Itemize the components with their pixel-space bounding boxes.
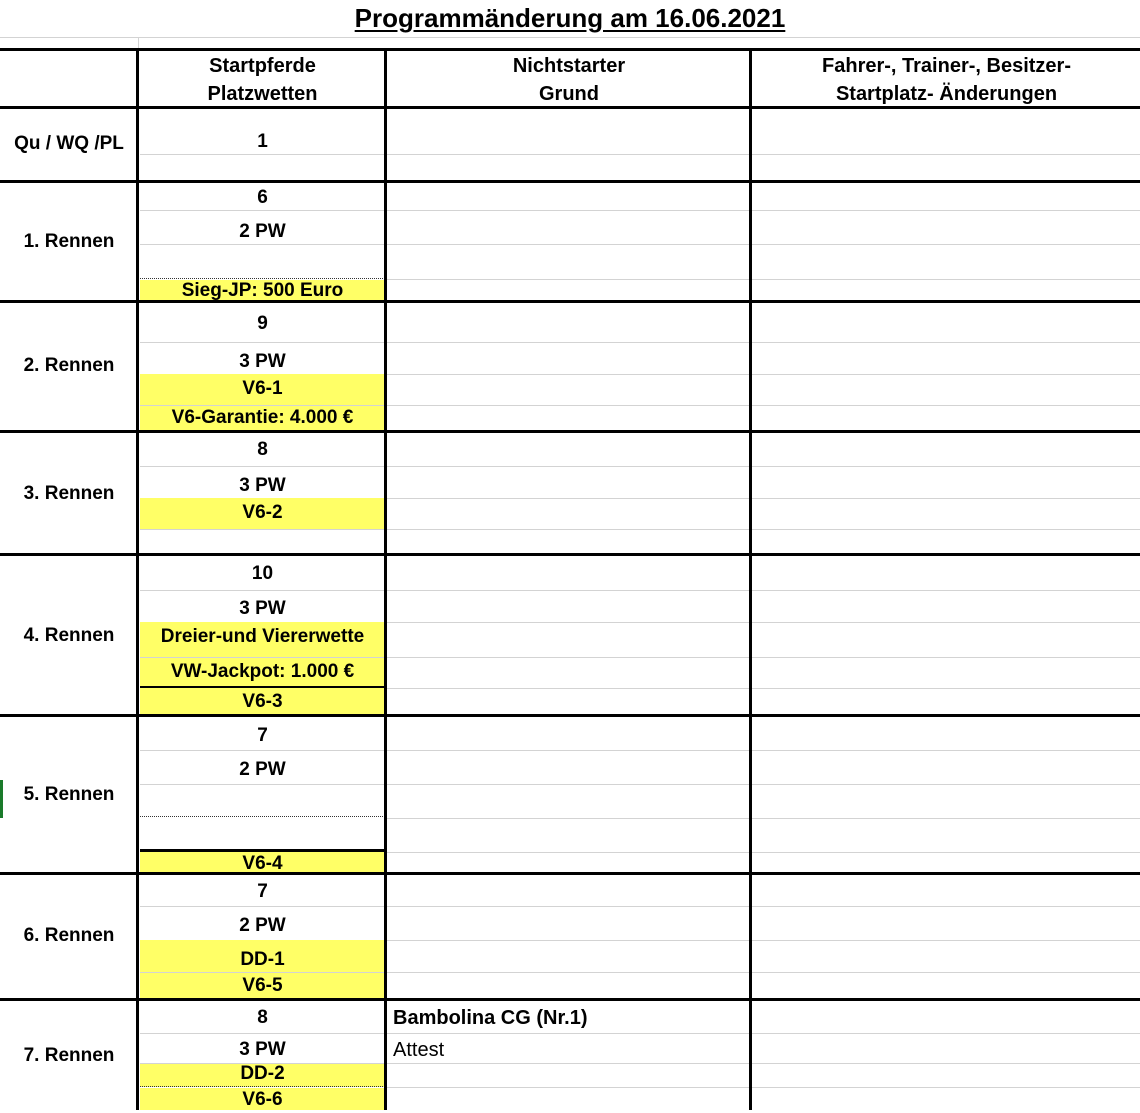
grid-line [140, 342, 1140, 343]
pw-r4: 3 PW [239, 598, 286, 619]
table-border [749, 48, 752, 1110]
pw-r3: 3 PW [239, 475, 286, 496]
pw-r2: 3 PW [239, 351, 286, 372]
race-label-3: 3. Rennen [23, 483, 115, 504]
grid-line [140, 784, 1140, 785]
grid-line [0, 37, 1140, 38]
extra-r4-2: VW-Jackpot: 1.000 € [170, 661, 355, 682]
grid-line [140, 906, 1140, 907]
header-text: Startplatz- Änderungen [835, 83, 1058, 105]
header-text: Fahrer-, Trainer-, Besitzer- [822, 55, 1071, 77]
header-text: Startpferde [209, 55, 316, 77]
starters-r6: 7 [257, 881, 268, 902]
pw-r7: 3 PW [239, 1039, 286, 1060]
extra-r1-1: Sieg-JP: 500 Euro [181, 280, 344, 301]
grid-line [140, 1033, 1140, 1034]
extra-r6-2: V6-5 [242, 975, 283, 996]
table-border [0, 48, 1140, 51]
grund-r7: Attest [393, 1039, 445, 1061]
extra-r7-1: DD-2 [240, 1063, 285, 1084]
dotted-border [140, 816, 385, 817]
header-aenderungen [753, 52, 1140, 108]
table-border [140, 686, 386, 688]
grid-line [387, 498, 1140, 499]
extra-r3-1: V6-2 [242, 502, 283, 523]
pw-r5: 2 PW [239, 759, 286, 780]
grid-line [387, 688, 1140, 689]
extra-r2-1: V6-1 [242, 378, 283, 399]
extra-r2-2: V6-Garantie: 4.000 € [171, 407, 354, 428]
pw-r6: 2 PW [239, 915, 286, 936]
starters-r1: 6 [257, 187, 268, 208]
starters-qu: 1 [257, 131, 268, 152]
grid-line [140, 529, 1140, 530]
grid-line [387, 279, 1140, 280]
race-label-4: 4. Rennen [23, 625, 115, 646]
header-text: Grund [539, 83, 599, 105]
header-text: Nichtstarter [512, 55, 626, 77]
grid-line [387, 852, 1140, 853]
race-label-6: 6. Rennen [23, 925, 115, 946]
grid-line [387, 374, 1140, 375]
grid-line [140, 657, 1140, 658]
pw-r1: 2 PW [239, 221, 286, 242]
nichtstarter-r7: Bambolina CG (Nr.1) [393, 1007, 588, 1029]
race-label-1: 1. Rennen [23, 231, 115, 252]
extra-r5-1: V6-4 [242, 853, 283, 874]
extra-r7-2: V6-6 [242, 1089, 283, 1110]
starters-r2: 9 [257, 313, 268, 334]
race-label-5: 5. Rennen [23, 784, 115, 805]
starters-r3: 8 [257, 439, 268, 460]
extra-r6-1: DD-1 [240, 949, 285, 970]
grid-line [387, 818, 1140, 819]
race-label-qu: Qu / WQ /PL [14, 133, 124, 154]
extra-r4-1: Dreier-und Viererwette [160, 626, 365, 647]
page-title [0, 0, 1140, 36]
header-nichtstarter [388, 52, 750, 108]
grid-line [140, 750, 1140, 751]
starters-r7: 8 [257, 1007, 268, 1028]
race-label-2: 2. Rennen [23, 355, 115, 376]
race-label-7: 7. Rennen [23, 1045, 115, 1066]
table-border [136, 48, 139, 1110]
table-border [0, 180, 1140, 183]
grid-line [140, 466, 1140, 467]
header-startpferde [140, 52, 385, 108]
grid-line [387, 940, 1140, 941]
grid-line [140, 590, 1140, 591]
starters-r5: 7 [257, 725, 268, 746]
header-text: Platzwetten [207, 83, 318, 105]
table-border [0, 553, 1140, 556]
starters-r4: 10 [251, 563, 274, 584]
grid-line [387, 622, 1140, 623]
grid-line [387, 1087, 1140, 1088]
page-title-text: Programmänderung am 16.06.2021 [354, 3, 786, 33]
extra-r4-3: V6-3 [242, 691, 283, 712]
